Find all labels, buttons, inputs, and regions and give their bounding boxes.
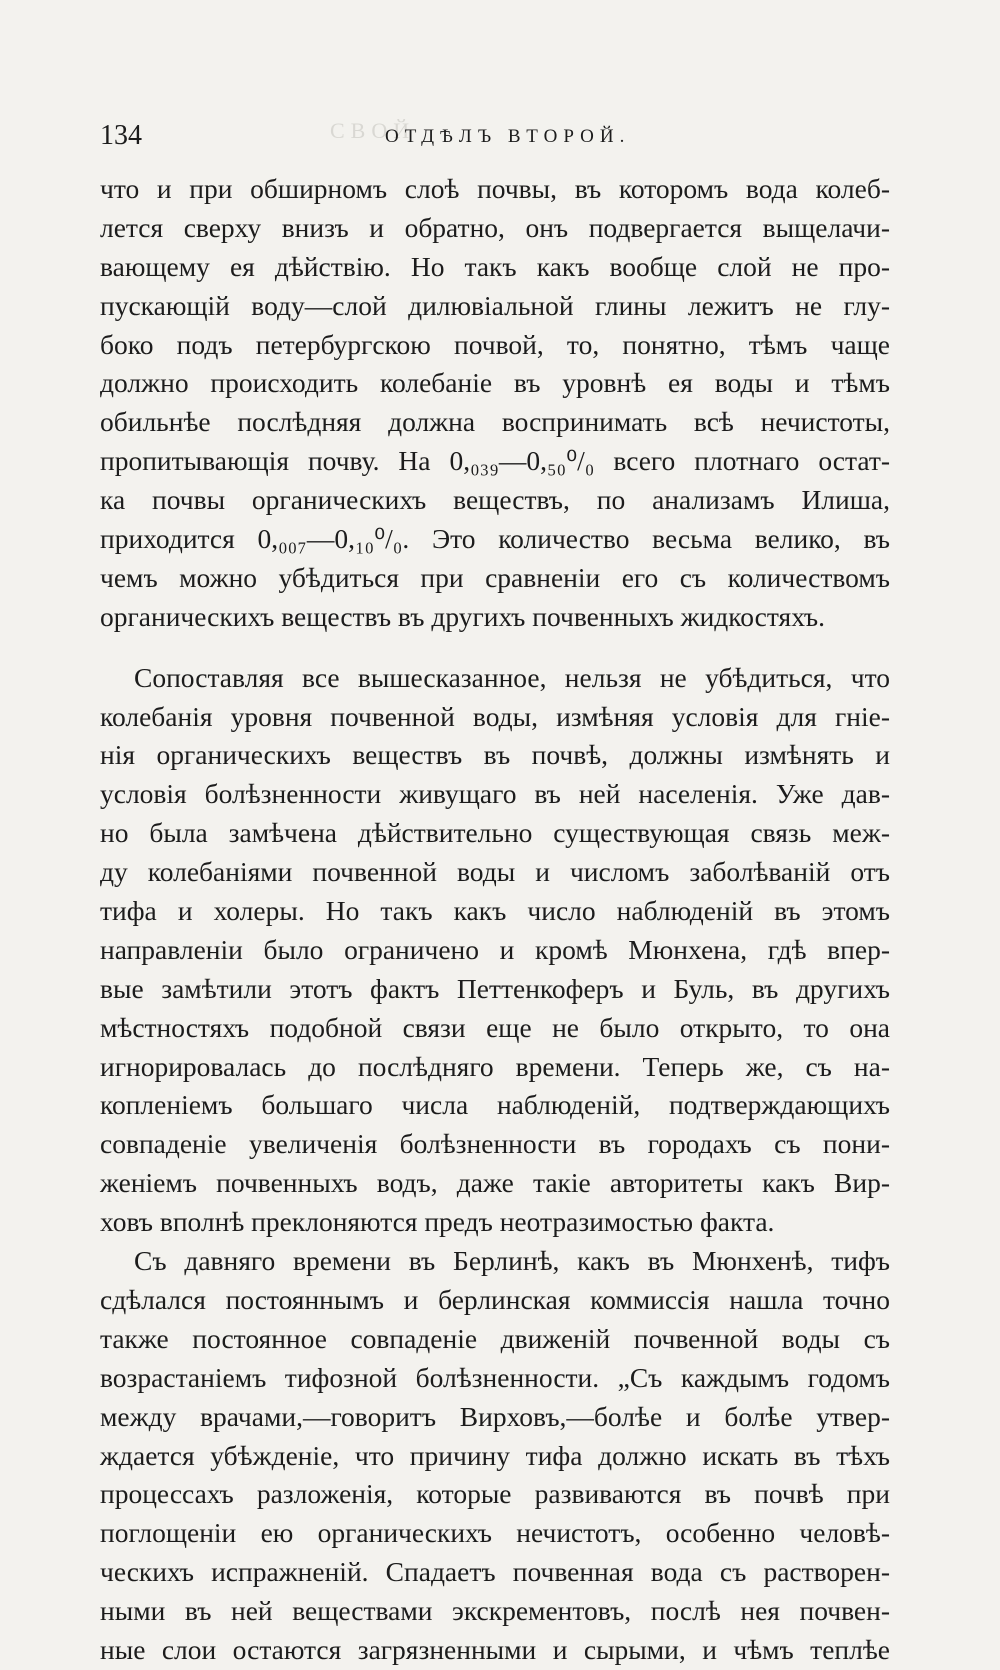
- paragraph-gap: [100, 637, 890, 659]
- text-line: пускающій воду—слой дилювіальной глины лежитъ не глу-: [100, 289, 890, 321]
- text-line: ные слои остаются загрязненными и сырыми, и чѣмъ теплѣе: [100, 1633, 890, 1665]
- running-title: ОТДѢЛЪ ВТОРОЙ.: [385, 126, 631, 147]
- text-line: пропитывающія почву. На 0,₀₃₉—0,₅₀⁰/₀ всего плотнаго остат-: [100, 445, 890, 477]
- text-line: ка почвы органическихъ веществъ, по анализамъ Илиша,: [100, 484, 890, 516]
- text-line: нія органическихъ веществъ въ почвѣ, должны измѣнять и: [100, 739, 890, 771]
- text-line: условія болѣзненности живущаго въ ней населенія. Уже дав-: [100, 778, 890, 810]
- text-line: совпаденіе увеличенія болѣзненности въ городахъ съ пони-: [100, 1128, 890, 1160]
- text-line: ческихъ испражненій. Спадаетъ почвенная вода съ растворен-: [100, 1556, 890, 1588]
- text-line: процессахъ разложенія, которые развиваются въ почвѣ при: [100, 1478, 890, 1510]
- text-line: приходится 0,₀₀₇—0,₁₀⁰/₀. Это количество весьма велико, въ: [100, 523, 890, 555]
- text-line: вые замѣтили этотъ фактъ Петтенкоферъ и Буль, въ другихъ: [100, 972, 890, 1004]
- text-line: должно происходить колебаніе въ уровнѣ ея воды и тѣмъ: [100, 367, 890, 399]
- text-line: сдѣлался постояннымъ и берлинская коммиссія нашла точно: [100, 1283, 890, 1315]
- text-line: Сопоставляя все вышесказанное, нельзя не убѣдиться, что: [134, 661, 890, 693]
- text-line: копленіемъ большаго числа наблюденій, подтверждающихъ: [100, 1089, 890, 1121]
- text-line: игнорировалась до послѣдняго времени. Теперь же, съ на-: [100, 1050, 890, 1082]
- text-line: чемъ можно убѣдиться при сравненіи его съ количествомъ: [100, 561, 890, 593]
- text-line: но была замѣчена дѣйствительно существующая связь меж-: [100, 817, 890, 849]
- text-line: направленіи было ограничено и кромѣ Мюнхена, гдѣ впер-: [100, 933, 890, 965]
- text-line: ховъ вполнѣ преклоняются предъ неотразимостью факта.: [100, 1206, 775, 1238]
- text-line: поглощеніи ею органическихъ нечистотъ, особенно человѣ-: [100, 1517, 890, 1549]
- text-line: лется сверху внизъ и обратно, онъ подвергается выщелачи-: [100, 211, 890, 243]
- text-line: между врачами,—говоритъ Вирховъ,—болѣе и болѣе утвер-: [100, 1400, 890, 1432]
- text-line: возрастаніемъ тифозной болѣзненности. „Съ каждымъ годомъ: [100, 1361, 890, 1393]
- text-line: тифа и холеры. Но такъ какъ число наблюденій въ этомъ: [100, 895, 890, 927]
- text-line: обильнѣе послѣдняя должна воспринимать всѣ нечистоты,: [100, 406, 890, 438]
- body-text: [100, 170, 890, 1670]
- text-line: женіемъ почвенныхъ водъ, даже такіе авторитеты какъ Вир-: [100, 1167, 890, 1199]
- text-line: ду колебаніями почвенной воды и числомъ заболѣваній отъ: [100, 856, 890, 888]
- show-through-text: СВОЙ: [330, 118, 416, 143]
- text-line: также постоянное совпаденіе движеній почвенной воды съ: [100, 1322, 890, 1354]
- text-line: органическихъ веществъ въ другихъ почвенныхъ жидкостяхъ.: [100, 600, 825, 632]
- text-line: вающему ея дѣйствію. Но такъ какъ вообще слой не про-: [100, 250, 890, 282]
- page-number: 134: [100, 120, 142, 151]
- text-line: боко подъ петербургскою почвой, то, понятно, тѣмъ чаще: [100, 328, 890, 360]
- text-line: мѣстностяхъ подобной связи еще не было открыто, то она: [100, 1011, 890, 1043]
- text-line: Съ давняго времени въ Берлинѣ, какъ въ Мюнхенѣ, тифъ: [134, 1245, 890, 1277]
- text-line: колебанія уровня почвенной воды, измѣняя условія для гніе-: [100, 700, 890, 732]
- text-line: ждается убѣжденіе, что причину тифа должно искать въ тѣхъ: [100, 1439, 890, 1471]
- text-line: что и при обширномъ слоѣ почвы, въ которомъ вода колеб-: [100, 173, 890, 204]
- page-header: [100, 120, 900, 156]
- text-line: ными въ ней веществами экскрементовъ, послѣ нея почвен-: [100, 1595, 890, 1627]
